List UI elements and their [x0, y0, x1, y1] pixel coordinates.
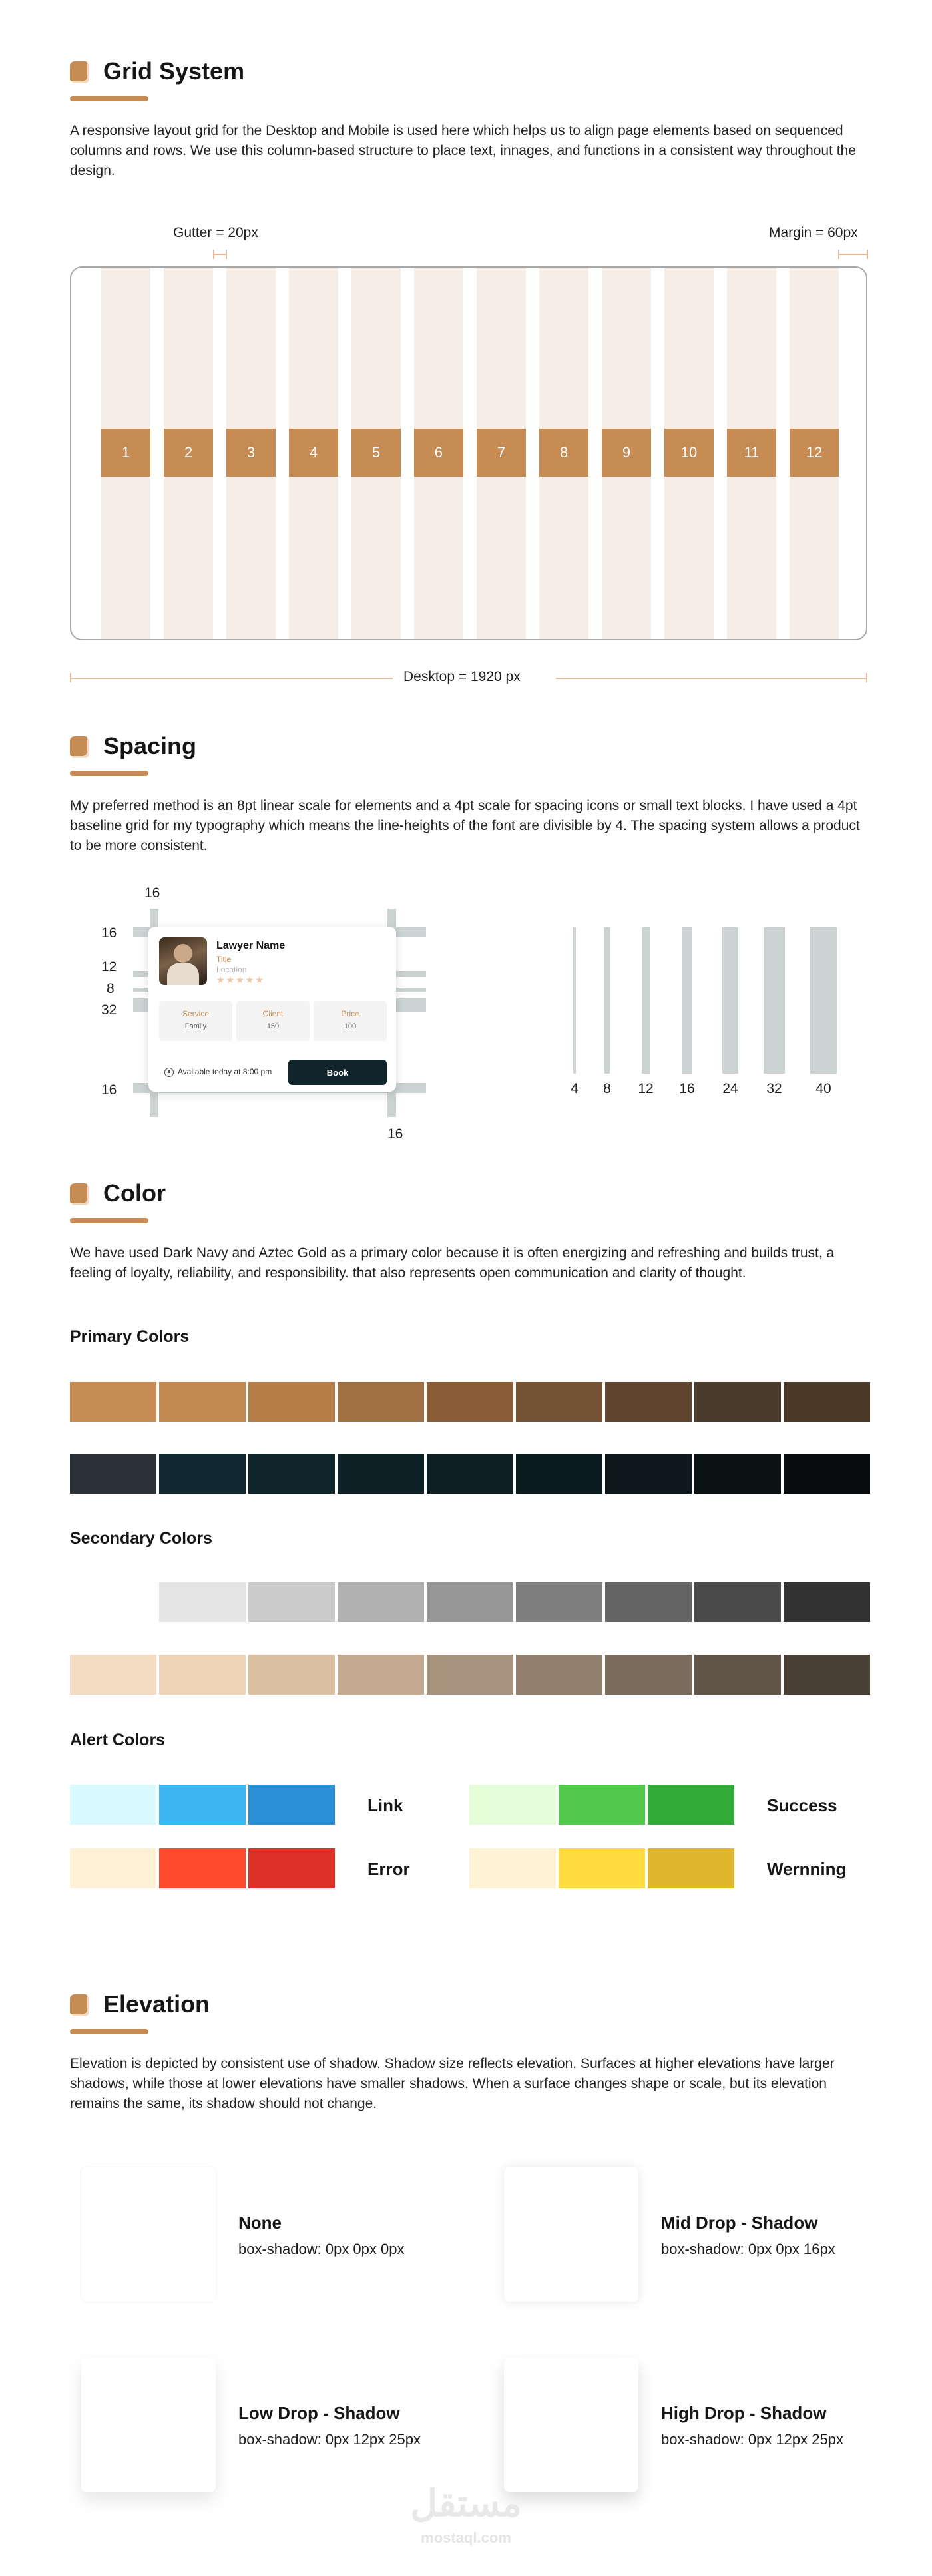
- stat-box: [236, 1001, 310, 1041]
- spacing-scale-label: 12: [638, 1081, 654, 1096]
- color-swatch: [427, 1454, 513, 1494]
- spacing-scale-bar: [722, 927, 738, 1074]
- grid-column-number: 10: [664, 429, 714, 477]
- color-swatch: [784, 1454, 870, 1494]
- grid-column-number: 5: [351, 429, 401, 477]
- color-swatch: [338, 1655, 424, 1695]
- margin-bracket-tick: [838, 250, 839, 259]
- color-swatch: [159, 1582, 246, 1622]
- color-swatch: [605, 1382, 692, 1422]
- desktop-width-tick: [70, 673, 71, 682]
- alert-swatch: [159, 1785, 246, 1825]
- alert-colors-title: Alert Colors: [70, 1731, 166, 1749]
- color-swatch: [338, 1454, 424, 1494]
- watermark-text: mostaql.com: [421, 2529, 511, 2546]
- color-description: We have used Dark Navy and Aztec Gold as a primary color because it is often energizing and refreshing and builds trust, a feeling of loyalty, reliability, and responsibility. that also represents open communication and clarity of thought.: [70, 1245, 835, 1281]
- margin-label: Margin = 60px: [769, 225, 858, 240]
- spacing-scale-bar: [642, 927, 650, 1074]
- grid-column-number: 1: [101, 429, 150, 477]
- gutter-bracket-tick: [226, 250, 227, 259]
- alert-swatch: [248, 1785, 335, 1825]
- color-section-header: [70, 1180, 166, 1207]
- spacing-section-title: Spacing: [103, 732, 197, 759]
- availability-text: Available today at 8:00 pm: [178, 1067, 272, 1076]
- alert-swatch: [648, 1785, 734, 1825]
- desktop-width-tick: [866, 673, 867, 682]
- stat-value: 150: [266, 1022, 280, 1030]
- alert-swatch: [70, 1848, 156, 1888]
- stat-label: Service: [182, 1009, 209, 1018]
- stat-value: 100: [344, 1022, 357, 1030]
- color-swatch: [694, 1655, 781, 1695]
- color-swatch: [784, 1582, 870, 1622]
- alert-swatch: [559, 1848, 645, 1888]
- avatar-body: [167, 963, 199, 985]
- alert-swatch: [159, 1848, 246, 1888]
- color-swatch: [516, 1582, 602, 1622]
- color-swatch: [248, 1454, 335, 1494]
- desktop-width-label: Desktop = 1920 px: [403, 669, 521, 684]
- color-swatch: [427, 1382, 513, 1422]
- elevation-description: Elevation is depicted by consistent use of shadow. Shadow size reflects elevation. Surfaces at higher elevations have larger shadows, while those at lower elevations have smaller shadows. When a surface changes shape or scale, but its elevation remains the same, its shadow should not change.: [70, 2056, 835, 2111]
- stat-box: [314, 1001, 387, 1041]
- elevation-card: [81, 2358, 216, 2492]
- color-swatch: [516, 1382, 602, 1422]
- lawyer-location: Location: [216, 965, 247, 974]
- grid-section-title: Grid System: [103, 57, 245, 85]
- spacing-section-header: [70, 732, 196, 760]
- grid-column-number: 9: [602, 429, 651, 477]
- stat-label: Client: [262, 1009, 284, 1018]
- spacing-scale-label: 16: [679, 1081, 695, 1096]
- color-swatch: [605, 1454, 692, 1494]
- lawyer-title: Title: [216, 955, 232, 964]
- stat-value: Family: [184, 1022, 207, 1030]
- spacing-annotation-left-bottom: 16: [101, 1082, 117, 1098]
- alert-swatch: [70, 1785, 156, 1825]
- spacing-annotation-top: 16: [144, 885, 160, 901]
- alert-swatch: [248, 1848, 335, 1888]
- alert-swatch: [559, 1785, 645, 1825]
- elevation-title: None: [238, 2213, 282, 2233]
- elevation-shadow-value: box-shadow: 0px 0px 16px: [661, 2241, 835, 2257]
- color-swatch: [427, 1655, 513, 1695]
- grid-section-header: [70, 57, 244, 85]
- spacing-description: My preferred method is an 8pt linear scale for elements and a 4pt scale for spacing icons or small text blocks. I have used a 4pt baseline grid for my typography which means the line-heights of the font are divisible by 4. The spacing system allows a product to be more consistent.: [70, 798, 860, 853]
- elevation-section-header: [70, 1990, 210, 2018]
- desktop-width-line-left: [70, 678, 393, 679]
- spacing-scale-bar: [810, 927, 837, 1074]
- gutter-bracket: [213, 254, 226, 255]
- section-bullet-icon: [70, 61, 87, 81]
- alert-swatch: [648, 1848, 734, 1888]
- alert-label: Link: [367, 1795, 403, 1815]
- watermark-logo: مستقل: [410, 2482, 522, 2524]
- color-swatch: [694, 1454, 781, 1494]
- elevation-card: [81, 2167, 216, 2302]
- spacing-scale-label: 24: [722, 1081, 738, 1096]
- color-swatch: [338, 1382, 424, 1422]
- section-bullet-icon: [70, 736, 87, 756]
- grid-description: A responsive layout grid for the Desktop and Mobile is used here which helps us to align page elements based on sequenced columns and rows. We use this column-based structure to place text, innages, and functions in a consistent way throughout the design.: [70, 123, 856, 178]
- alert-swatch: [469, 1848, 556, 1888]
- spacing-annotation-12: 12: [101, 959, 117, 974]
- primary-colors-title: Primary Colors: [70, 1327, 190, 1346]
- color-swatch: [248, 1382, 335, 1422]
- spacing-scale-bar: [573, 927, 576, 1074]
- elevation-title: Mid Drop - Shadow: [661, 2213, 818, 2233]
- color-swatch: [605, 1655, 692, 1695]
- grid-column-number: 3: [226, 429, 276, 477]
- color-swatch: [70, 1582, 156, 1622]
- section-underline: [70, 771, 148, 776]
- section-underline: [70, 96, 148, 101]
- margin-bracket-tick: [867, 250, 868, 259]
- gutter-label: Gutter = 20px: [173, 225, 258, 240]
- alert-swatch: [469, 1785, 556, 1825]
- alert-label: Success: [767, 1795, 837, 1815]
- color-swatch: [70, 1655, 156, 1695]
- color-swatch: [516, 1454, 602, 1494]
- gutter-bracket-tick: [213, 250, 214, 259]
- color-swatch: [338, 1582, 424, 1622]
- color-swatch: [248, 1655, 335, 1695]
- lawyer-avatar: [159, 937, 207, 985]
- avatar-head: [174, 944, 192, 963]
- stat-label: Price: [341, 1009, 359, 1018]
- elevation-shadow-value: box-shadow: 0px 0px 0px: [238, 2241, 405, 2257]
- alert-label: Error: [367, 1859, 410, 1879]
- color-swatch: [784, 1382, 870, 1422]
- section-bullet-icon: [70, 1183, 87, 1203]
- desktop-width-line-right: [556, 678, 867, 679]
- spacing-annotation-8: 8: [107, 981, 115, 996]
- stat-box: [159, 1001, 232, 1041]
- color-swatch: [427, 1582, 513, 1622]
- elevation-card: [504, 2358, 638, 2492]
- grid-column-number: 11: [727, 429, 776, 477]
- spacing-scale-label: 4: [571, 1081, 579, 1096]
- alert-label: Wernning: [767, 1859, 847, 1879]
- spacing-annotation-bottom: 16: [387, 1126, 403, 1142]
- section-underline: [70, 1218, 148, 1223]
- grid-column-number: 12: [790, 429, 839, 477]
- elevation-title: Low Drop - Shadow: [238, 2403, 400, 2423]
- color-swatch: [516, 1655, 602, 1695]
- book-button[interactable]: Book: [288, 1060, 387, 1085]
- grid-column-number: 7: [477, 429, 526, 477]
- elevation-section-title: Elevation: [103, 1990, 210, 2018]
- color-swatch: [694, 1582, 781, 1622]
- color-swatch: [605, 1582, 692, 1622]
- spacing-scale-bar: [604, 927, 610, 1074]
- spacing-annotation-left-top: 16: [101, 925, 117, 941]
- color-swatch: [784, 1655, 870, 1695]
- elevation-card: [504, 2167, 638, 2302]
- grid-column-number: 2: [164, 429, 213, 477]
- color-swatch: [159, 1382, 246, 1422]
- color-section-title: Color: [103, 1180, 166, 1207]
- color-swatch: [159, 1655, 246, 1695]
- spacing-scale-label: 8: [603, 1081, 611, 1096]
- grid-column-number: 8: [539, 429, 588, 477]
- section-bullet-icon: [70, 1994, 87, 2014]
- elevation-shadow-value: box-shadow: 0px 12px 25px: [238, 2431, 421, 2448]
- elevation-shadow-value: box-shadow: 0px 12px 25px: [661, 2431, 843, 2448]
- color-swatch: [694, 1382, 781, 1422]
- spacing-annotation-32: 32: [101, 1002, 117, 1018]
- color-swatch: [70, 1454, 156, 1494]
- section-underline: [70, 2029, 148, 2034]
- color-swatch: [248, 1582, 335, 1622]
- lawyer-name: Lawyer Name: [216, 940, 286, 951]
- grid-column-number: 6: [414, 429, 463, 477]
- spacing-scale-bar: [764, 927, 785, 1074]
- rating-stars-icon: ★★★★★: [216, 974, 265, 985]
- secondary-colors-title: Secondary Colors: [70, 1529, 212, 1548]
- lawyer-card: [148, 927, 396, 1092]
- spacing-scale-bar: [682, 927, 692, 1074]
- spacing-scale-label: 32: [766, 1081, 782, 1096]
- margin-bracket: [838, 254, 867, 255]
- clock-icon: [164, 1068, 174, 1077]
- color-swatch: [70, 1382, 156, 1422]
- color-swatch: [159, 1454, 246, 1494]
- elevation-title: High Drop - Shadow: [661, 2403, 827, 2423]
- grid-column-number: 4: [289, 429, 338, 477]
- spacing-scale-label: 40: [816, 1081, 831, 1096]
